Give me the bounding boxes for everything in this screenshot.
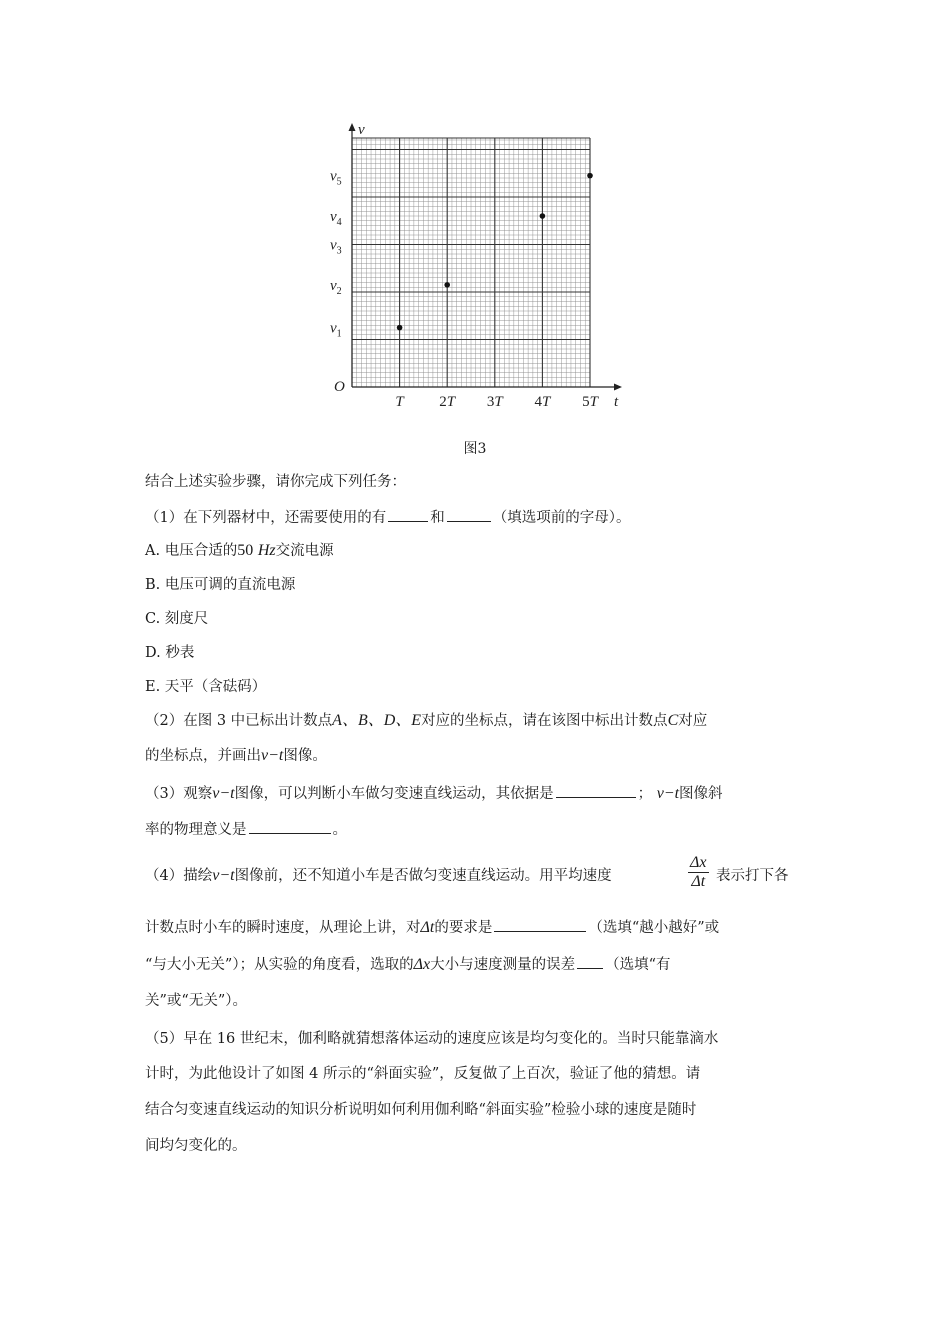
q2-text-f: 图像。 xyxy=(283,748,327,764)
origin-label: O xyxy=(334,379,345,395)
answer-blank-4b[interactable] xyxy=(577,967,603,969)
q2-points: A、B、D、E xyxy=(332,712,422,729)
question-5-line-3: 结合匀变速直线运动的知识分析说明如何利用伽利略“斜面实验”检验小球的速度是随时 xyxy=(145,1102,697,1118)
q4-text-a: （4）描绘 xyxy=(145,868,213,884)
vt-graph xyxy=(320,118,630,418)
question-4-line-1 xyxy=(145,866,612,886)
q4-text-d: 计数点时小车的瞬时速度，从理论上讲，对 xyxy=(145,920,421,936)
data-point-4t xyxy=(540,213,546,219)
q1-text-a: （1）在下列器材中，还需要使用的有 xyxy=(145,510,387,526)
q4-vt: v−t xyxy=(212,867,235,884)
option-e: E. 天平（含砝码） xyxy=(145,679,267,695)
question-3-line-2 xyxy=(145,820,347,840)
q2-text-d: 对应 xyxy=(678,713,708,729)
x-axis-label: t xyxy=(614,394,619,410)
q3-text-f: 。 xyxy=(332,822,347,838)
x-tick-labels xyxy=(395,394,599,410)
question-5-line-2: 计时，为此他设计了如图 4 所示的“斜面实验”，反复做了上百次，验证了他的猜想。请 xyxy=(145,1066,701,1082)
q3-text-b: 图像，可以判断小车做匀变速直线运动，其依据是 xyxy=(234,786,554,802)
q2-vt: v−t xyxy=(261,747,284,764)
fraction-numerator: Δx xyxy=(690,854,707,871)
q4-dx: Δx xyxy=(413,956,431,973)
option-a xyxy=(145,541,334,561)
x-tick-label-4t: 4T xyxy=(534,394,551,410)
grid-minor xyxy=(352,138,590,387)
answer-blank-3b[interactable] xyxy=(249,832,331,834)
x-tick-label-1t: T xyxy=(395,394,404,410)
data-point-5t xyxy=(587,173,593,179)
question-1 xyxy=(145,508,630,528)
question-2-line-1 xyxy=(145,711,707,731)
q3-vt-2: v−t xyxy=(656,785,680,802)
q4-text-h: 大小与速度测量的误差 xyxy=(430,957,576,973)
q2-point-c: C xyxy=(667,712,679,729)
y-tick-label-v2: $v_2$ xyxy=(330,277,342,297)
q4-text-g: “与大小无关”）；从实验的角度看，选取的 xyxy=(145,957,414,973)
question-4-line-4: 关”或“无关”）。 xyxy=(145,993,247,1009)
option-a-pre: A. 电压合适的 xyxy=(145,543,238,559)
q3-text-a: （3）观察 xyxy=(145,786,213,802)
y-axis-arrow xyxy=(349,123,356,131)
question-5-line-4: 间均匀变化的。 xyxy=(145,1138,247,1154)
q1-and: 和 xyxy=(430,510,445,526)
data-point-1t xyxy=(397,325,403,331)
q4-text-c: 表示打下各 xyxy=(716,868,789,884)
option-b: B. 电压可调的直流电源 xyxy=(145,577,296,593)
answer-blank-1a[interactable] xyxy=(388,520,428,522)
q3-text-e: 率的物理意义是 xyxy=(145,822,247,838)
question-3-line-1 xyxy=(145,784,723,804)
y-tick-label-v3: $v_3$ xyxy=(330,237,342,257)
q4-text-f: （选填“越小越好”或 xyxy=(588,920,720,936)
x-tick-label-2t: 2T xyxy=(439,394,456,410)
intro-text: 结合上述实验步骤，请你完成下列任务： xyxy=(145,474,406,490)
q4-text-b: 图像前，还不知道小车是否做匀变速直线运动。用平均速度 xyxy=(234,868,612,884)
q2-text-e: 的坐标点，并画出 xyxy=(145,748,261,764)
figure-caption: 图3 xyxy=(463,441,487,457)
y-tick-label-v1: $v_1$ xyxy=(330,320,342,340)
x-tick-label-5t: 5T xyxy=(582,394,598,410)
q3-text-c: ； xyxy=(637,786,653,802)
answer-blank-1b[interactable] xyxy=(447,520,491,522)
y-tick-labels xyxy=(330,169,342,340)
q2-text-a: （2）在图 3 中已标出计数点 xyxy=(145,713,333,729)
question-2-line-2 xyxy=(145,746,327,766)
x-axis-arrow xyxy=(614,384,622,391)
option-a-value: 50 xyxy=(237,542,254,559)
data-point-2t xyxy=(444,282,450,288)
answer-blank-3a[interactable] xyxy=(556,796,636,798)
q3-text-d: 图像斜 xyxy=(679,786,723,802)
option-c: C. 刻度尺 xyxy=(145,611,209,627)
answer-blank-4a[interactable] xyxy=(494,930,586,932)
y-tick-label-v4: $v_4$ xyxy=(330,209,342,228)
q1-text-b: （填选项前的字母）。 xyxy=(492,510,631,526)
average-velocity-fraction xyxy=(688,854,709,891)
y-axis-label: v xyxy=(358,122,365,138)
y-tick-label-v5: $v_5$ xyxy=(330,168,342,188)
option-d: D. 秒表 xyxy=(145,645,195,661)
question-4-line-2 xyxy=(145,918,719,938)
q4-dt: Δt xyxy=(420,919,435,936)
fraction-denominator: Δt xyxy=(691,873,706,890)
question-4-line-3 xyxy=(145,955,671,975)
x-tick-label-3t: 3T xyxy=(486,394,503,410)
question-5-line-1: （5）早在 16 世纪末，伽利略就猜想落体运动的速度应该是均匀变化的。当时只能靠滴水 xyxy=(145,1031,719,1047)
q4-text-e: 的要求是 xyxy=(434,920,493,936)
option-a-post: 交流电源 xyxy=(275,543,334,559)
q4-text-i: （选填“有 xyxy=(605,957,671,973)
option-a-unit: Hz xyxy=(257,542,276,559)
q2-text-b: 对应的坐标点，请在该图中标出计数点 xyxy=(421,713,668,729)
q3-vt-1: v−t xyxy=(212,785,235,802)
